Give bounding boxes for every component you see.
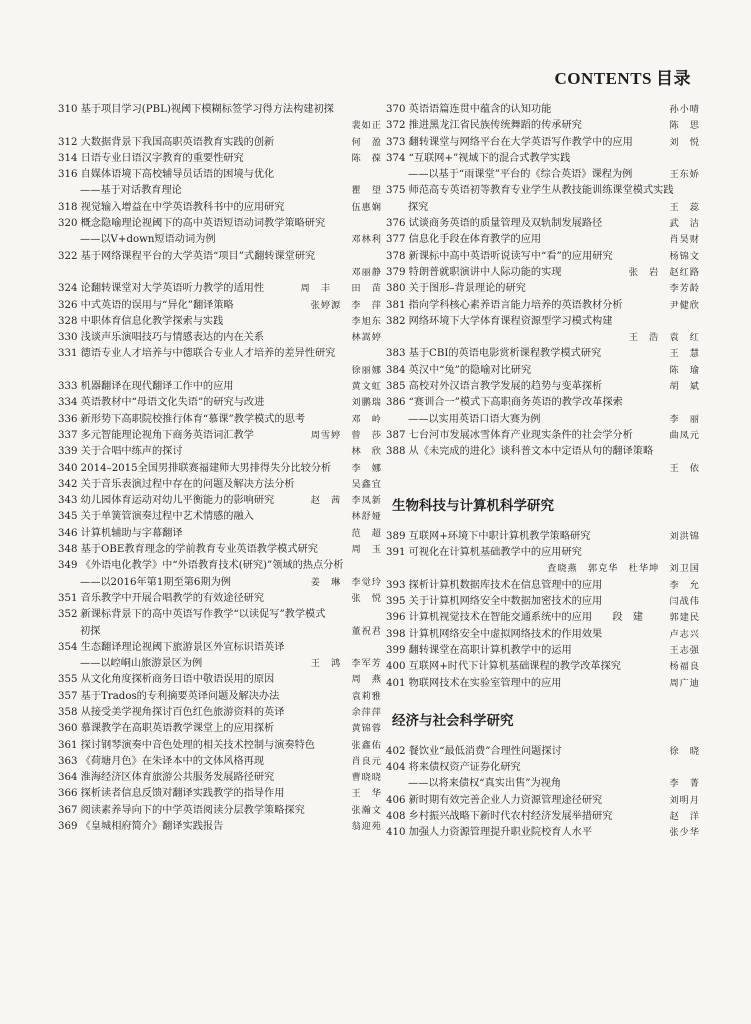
toc-entry-title: 401 物联网技术在实验室管理中的应用 xyxy=(386,677,562,689)
toc-entry xyxy=(386,232,702,248)
toc-entry-title: 381 指向学科核心素养语言能力培养的英语教材分析 xyxy=(386,299,623,311)
toc-entry-title: 342 关于音乐表演过程中存在的问题及解决方法分析 xyxy=(58,478,295,490)
toc-entry-author: 余萍萍 xyxy=(351,706,382,718)
toc-entry xyxy=(58,705,384,721)
toc-entry xyxy=(386,346,702,362)
toc-entry-author: 胡 斌 xyxy=(669,381,700,393)
toc-entry-title: 391 可视化在计算机基础教学中的应用研究 xyxy=(386,547,582,559)
toc-entry-title: 328 中职体育信息化教学探索与实践 xyxy=(58,315,224,327)
toc-entry-title: 376 试谈商务英语的质量管理及双轨制发展路径 xyxy=(386,218,603,230)
toc-entry-author: 刘洪锦 xyxy=(669,530,700,542)
toc-entry-title: ——以崆峒山旅游景区为例 xyxy=(80,658,203,670)
toc-entry-title: 398 计算机网络安全中虚拟网络技术的作用效果 xyxy=(386,628,603,640)
toc-entry-author: 何 盈 xyxy=(351,136,382,148)
toc-entry-title: 348 基于OBE教育理念的学前教育专业英语教学模式研究 xyxy=(58,544,318,556)
toc-entry xyxy=(58,509,384,525)
toc-entry xyxy=(386,412,702,428)
toc-entry xyxy=(58,183,384,199)
toc-entry-title: 333 机器翻译在现代翻译工作中的应用 xyxy=(58,381,234,393)
toc-entry-author: 王 慧 xyxy=(669,348,700,360)
toc-entry xyxy=(386,118,702,134)
toc-entry-author: 曲凤元 xyxy=(669,429,700,441)
toc-entry-author: 陈 瑜 xyxy=(669,364,700,376)
toc-entry xyxy=(386,135,702,151)
right-column xyxy=(386,102,702,842)
toc-entry xyxy=(386,809,702,825)
toc-entry-title: 382 网络环境下大学体育课程资源型学习模式构建 xyxy=(386,315,613,327)
toc-entry xyxy=(386,676,702,692)
toc-entry-author: 张鑫佑 xyxy=(351,739,382,751)
toc-entry-author: 曹晓晓 xyxy=(351,772,382,784)
toc-entry-author: 周 燕 xyxy=(351,674,382,686)
toc-entry-author: 林舒娅 xyxy=(351,511,382,523)
toc-entry xyxy=(386,281,702,297)
toc-entry xyxy=(58,672,384,688)
toc-entry xyxy=(386,578,702,594)
toc-entry-title: 399 翻转课堂在高职计算机教学中的运用 xyxy=(386,644,572,656)
toc-entry xyxy=(386,167,702,183)
toc-entry-author: 黄文虹 xyxy=(351,381,382,393)
toc-entry xyxy=(386,151,702,167)
toc-entry xyxy=(386,379,702,395)
toc-entry-title: 345 关于单簧管演奏过程中艺术情感的融入 xyxy=(58,511,254,523)
toc-entry xyxy=(58,363,384,379)
toc-entry-author: 董祝君 xyxy=(351,625,382,637)
toc-entry xyxy=(58,232,384,248)
toc-entry xyxy=(386,444,702,460)
toc-entry xyxy=(386,102,702,118)
toc-entry-author: 邓 岭 xyxy=(351,413,382,425)
toc-entry xyxy=(386,428,702,444)
toc-entry xyxy=(58,461,384,477)
toc-entry-author: 李 允 xyxy=(669,579,700,591)
toc-entry xyxy=(58,738,384,754)
toc-entry xyxy=(386,314,702,330)
toc-entry xyxy=(58,591,384,607)
toc-entry xyxy=(58,428,384,444)
toc-entry xyxy=(58,265,384,281)
toc-entry-author: 杨福良 xyxy=(669,661,700,673)
toc-entry-title: 326 中式英语的误用与“异化”翻译策略 xyxy=(58,299,234,311)
toc-entry-title: 378 新课标中高中英语听说读写中“看”的应用研究 xyxy=(386,250,613,262)
toc-entry-title: 340 2014–2015全国男排联赛福建师大男排得失分比较分析 xyxy=(58,462,332,474)
toc-entry-title: 383 基于CBI的英语电影赏析课程教学模式研究 xyxy=(386,348,602,360)
toc-entry-title: 358 从接受美学视角探讨百色红色旅游资料的英译 xyxy=(58,706,285,718)
toc-entry xyxy=(386,659,702,675)
toc-entry-title: 367 阅读素养导向下的中学英语阅读分层教学策略探究 xyxy=(58,804,305,816)
toc-entry xyxy=(58,102,384,118)
toc-entry-author: 张婷源 李 萍 xyxy=(310,299,382,311)
toc-entry-author: 吴鑫宜 xyxy=(351,478,382,490)
toc-entry xyxy=(58,575,384,591)
toc-entry-author: 李 菁 xyxy=(669,778,700,790)
toc-entry xyxy=(386,395,702,411)
toc-entry-author: 王东娇 xyxy=(669,169,700,181)
toc-entry xyxy=(58,298,384,314)
toc-entry-author: 林 欣 xyxy=(351,446,382,458)
toc-entry xyxy=(386,793,702,809)
right-bottom-list xyxy=(386,744,702,842)
toc-entry-author: 王志强 xyxy=(669,644,700,656)
toc-entry xyxy=(58,412,384,428)
toc-entry-author: 邓丽静 xyxy=(351,266,382,278)
toc-entry-title: 322 基于网络课程平台的大学英语“项目”式翻转课堂研究 xyxy=(58,250,316,262)
toc-entry-author: 范 超 xyxy=(351,527,382,539)
toc-entry xyxy=(58,444,384,460)
toc-entry-author: 武 洁 xyxy=(669,218,700,230)
toc-entry-title: 349 《外语电化教学》中“外语教育技术(研究)”领域的热点分析 xyxy=(58,560,344,572)
toc-entry-author: 黄锦蓉 xyxy=(351,723,382,735)
toc-entry-title: 初探 xyxy=(80,625,101,637)
toc-entry-title: 369 《皇城相府简介》翻译实践报告 xyxy=(58,821,224,833)
section-heading-economics-social: 经济与社会科学研究 xyxy=(392,712,514,729)
toc-entry xyxy=(386,610,702,626)
toc-entry-title: 387 七台河市发展冰雪体育产业现实条件的社会学分析 xyxy=(386,429,633,441)
toc-entry xyxy=(58,656,384,672)
toc-entry-author: 肖昊财 xyxy=(669,234,700,246)
toc-entry xyxy=(58,689,384,705)
toc-entry-author: 陈 葆 xyxy=(351,152,382,164)
toc-entry xyxy=(386,627,702,643)
toc-entry-author: 周 丰 田 苗 xyxy=(300,283,382,295)
toc-entry-author: 王 华 xyxy=(351,788,382,800)
toc-entry-title: 320 概念隐喻理论视阈下的高中英语短语动词教学策略研究 xyxy=(58,218,326,230)
toc-entry-author: 郭建民 xyxy=(669,612,700,624)
toc-entry-title: 314 日语专业日语汉字教育的重要性研究 xyxy=(58,152,244,164)
toc-entry-author: 伍惠娴 xyxy=(351,201,382,213)
toc-entry-title: 357 基于Trados的专利摘要英译问题及解决办法 xyxy=(58,690,280,702)
toc-entry xyxy=(58,281,384,297)
toc-entry-author: 邓林利 xyxy=(351,234,382,246)
toc-entry xyxy=(58,640,384,656)
toc-entry-author: 张 岩 赵红路 xyxy=(628,266,700,278)
toc-entry xyxy=(386,561,702,577)
toc-entry xyxy=(58,330,384,346)
toc-entry-title: 355 从文化角度探析商务日语中敬语误用的原因 xyxy=(58,674,275,686)
toc-entry-title: 372 推进黑龙江省民族传统舞蹈的传承研究 xyxy=(386,120,582,132)
toc-entry-author: 裴如正 xyxy=(351,120,382,132)
toc-entry xyxy=(58,135,384,151)
toc-entry-author: 周 玉 xyxy=(351,544,382,556)
toc-entry xyxy=(58,314,384,330)
toc-entry-author: 王 鸿 李军芳 xyxy=(310,658,382,670)
toc-entry-title: 337 多元智能理论视角下商务英语词汇教学 xyxy=(58,429,254,441)
toc-entry-title: 386 “赛训合一”模式下高职商务英语的教学改革探索 xyxy=(386,397,623,409)
toc-entry-author: 徐丽娜 xyxy=(351,364,382,376)
toc-entry xyxy=(58,118,384,134)
toc-entry xyxy=(58,770,384,786)
toc-entry-author: 孙小晴 xyxy=(669,104,700,115)
section-heading-biotech-computer: 生物科技与计算机科学研究 xyxy=(392,497,554,514)
toc-entry xyxy=(58,493,384,509)
toc-entry-author: 卢志兴 xyxy=(669,628,700,640)
toc-entry-title: 374 “互联网+”视域下的混合式教学实践 xyxy=(386,152,571,164)
toc-entry-title: 331 德语专业人才培养与中德联合专业人才培养的差异性研究 xyxy=(58,348,336,360)
toc-entry-author: 徐 晓 xyxy=(669,745,700,757)
toc-entry-author: 肖良元 xyxy=(351,755,382,767)
toc-entry-title: 352 新课标背景下的高中英语写作教学“以读促写”教学模式 xyxy=(58,609,326,621)
toc-entry-title: 343 幼儿园体育运动对幼儿平衡能力的影响研究 xyxy=(58,495,275,507)
toc-entry-title: 366 探析读者信息反馈对翻译实践教学的指导作用 xyxy=(58,788,285,800)
contents-title-cn: 目录 xyxy=(656,69,691,88)
toc-entry-title: 395 关于计算机网络安全中数据加密技术的应用 xyxy=(386,596,603,608)
toc-entry-title: 360 慕课教学在高职英语教学课堂上的应用探析 xyxy=(58,723,275,735)
toc-entry-author: 闫战伟 xyxy=(669,596,700,608)
toc-entry-author: 李芳龄 xyxy=(669,283,700,295)
toc-entry-title: 351 音乐教学中开展合唱教学的有效途径研究 xyxy=(58,592,265,604)
toc-entry-title: 400 互联网+时代下计算机基础课程的教学改革探究 xyxy=(386,661,621,673)
toc-entry-author: 王 依 xyxy=(669,462,700,474)
toc-entry xyxy=(386,594,702,610)
toc-entry xyxy=(58,379,384,395)
toc-entry-author: 尹健欣 xyxy=(669,299,700,311)
toc-entry-title: 404 将来债权资产证券化研究 xyxy=(386,762,521,774)
toc-entry xyxy=(386,744,702,760)
toc-entry-title: 336 新形势下高职院校推行体育“慕课”教学模式的思考 xyxy=(58,413,306,425)
toc-entry xyxy=(386,776,702,792)
toc-entry xyxy=(386,330,702,346)
toc-entry xyxy=(386,461,702,477)
toc-entry-title: 396 计算机视觉技术在智能交通系统中的应用 段 建 xyxy=(386,612,643,624)
toc-entry xyxy=(58,216,384,232)
toc-entry-title: 408 乡村振兴战略下新时代农村经济发展举措研究 xyxy=(386,810,613,822)
toc-entry-title: ——以实用英语口语大赛为例 xyxy=(408,413,541,425)
toc-entry-title: 406 新时期有效完善企业人力资源管理途径研究 xyxy=(386,794,603,806)
toc-entry xyxy=(386,760,702,776)
toc-entry xyxy=(58,200,384,216)
toc-entry-title: 380 关于图形–背景理论的研究 xyxy=(386,283,526,295)
toc-entry xyxy=(58,477,384,493)
toc-entry-title: 364 淮海经济区体育旅游公共服务发展路径研究 xyxy=(58,772,275,784)
toc-entry-title: 339 关于合唱中练声的探讨 xyxy=(58,446,183,458)
toc-entry-title: 377 信息化手段在体育教学的应用 xyxy=(386,234,542,246)
toc-entry xyxy=(58,786,384,802)
toc-entry-author: 刘 悦 xyxy=(669,136,700,148)
toc-entry-title: ——以V+down短语动词为例 xyxy=(80,234,216,246)
toc-entry-author: 姜 琳 李觉玲 xyxy=(310,576,382,588)
toc-entry-title: 393 探析计算机数据库技术在信息管理中的应用 xyxy=(386,579,603,591)
toc-entry-title: 363 《荷塘月色》在朱译本中的文体风格再现 xyxy=(58,755,265,767)
toc-entry-title: 324 论翻转课堂对大学英语听力教学的适用性 xyxy=(58,283,265,295)
toc-entry-author: 李 娜 xyxy=(351,462,382,474)
toc-entry xyxy=(58,558,384,574)
toc-entry-author: 袁莉雅 xyxy=(351,690,382,702)
toc-entry-title: 410 加强人力资源管理提升职业院校育人水平 xyxy=(386,827,593,839)
contents-header xyxy=(554,64,691,89)
toc-entry xyxy=(58,803,384,819)
toc-entry xyxy=(58,526,384,542)
toc-entry xyxy=(58,151,384,167)
toc-entry xyxy=(58,721,384,737)
toc-entry-title: 375 师范高专英语初等教育专业学生从教技能训练课堂模式实践 xyxy=(386,185,674,197)
toc-entry xyxy=(58,754,384,770)
toc-entry-title: 361 探讨钢琴演奏中音色处理的相关技术控制与演奏特色 xyxy=(58,739,315,751)
toc-entry-title: 310 基于项目学习(PBL)视阈下模糊标签学习得方法构建初探 xyxy=(58,104,334,115)
toc-entry-author: 张 悦 xyxy=(351,592,382,604)
toc-entry-author: 刘鹏瑞 xyxy=(351,397,382,409)
toc-entry-author: 张瀚文 xyxy=(351,804,382,816)
toc-entry xyxy=(58,346,384,362)
toc-entry-author: 査晓燕 郭克华 杜华坤 刘卫国 xyxy=(547,563,700,575)
toc-entry-author: 李旭东 xyxy=(351,315,382,327)
toc-entry xyxy=(386,825,702,841)
toc-entry xyxy=(58,542,384,558)
toc-entry-author: 李 丽 xyxy=(669,413,700,425)
toc-entry-author: 王 蕊 xyxy=(669,201,700,213)
toc-entry-author: 陈 思 xyxy=(669,120,700,132)
toc-entry-title: 373 翻转课堂与网络平台在大学英语写作教学中的应用 xyxy=(386,136,633,148)
toc-entry xyxy=(58,607,384,623)
toc-entry-title: 388 从《未完成的进化》谈科普文本中定语从句的翻译策略 xyxy=(386,446,654,458)
toc-entry-title: ——以将来债权“真实出售”为视角 xyxy=(408,778,562,790)
toc-entry-title: 探究 xyxy=(408,201,429,213)
toc-entry xyxy=(386,265,702,281)
right-mid-list xyxy=(386,529,702,692)
toc-entry-title: 370 英语语篇连贯中蕴含的认知功能 xyxy=(386,104,552,115)
toc-entry-author: 林嵩婷 xyxy=(351,332,382,344)
toc-entry-title: 318 视觉输入增益在中学英语教科书中的应用研究 xyxy=(58,201,285,213)
toc-entry-author: 周广迪 xyxy=(669,677,700,689)
toc-entry-title: 384 英汉中“兔”的隐喻对比研究 xyxy=(386,364,532,376)
toc-entry-author: 翁迎苑 xyxy=(351,821,382,833)
toc-entry xyxy=(58,167,384,183)
toc-entry xyxy=(386,545,702,561)
toc-entry xyxy=(386,249,702,265)
toc-entry-author: 张少华 xyxy=(669,827,700,839)
toc-entry xyxy=(58,819,384,835)
contents-title: CONTENTS xyxy=(554,69,652,88)
toc-entry xyxy=(386,183,702,199)
toc-entry-title: 402 餐饮业“最低消费”合理性问题探讨 xyxy=(386,745,562,757)
toc-entry xyxy=(58,624,384,640)
toc-entry-title: 334 英语教材中“母语文化失语”的研究与改进 xyxy=(58,397,265,409)
toc-entry-title: 330 浅谈声乐演唱技巧与情感表达的内在关系 xyxy=(58,332,265,344)
toc-entry xyxy=(386,200,702,216)
toc-entry xyxy=(386,529,702,545)
left-column xyxy=(58,102,384,835)
toc-entry-author: 赵 洋 xyxy=(669,810,700,822)
toc-entry-author: 刘明月 xyxy=(669,794,700,806)
toc-entry-title: ——以基于“雨课堂”平台的《综合英语》课程为例 xyxy=(408,169,633,181)
toc-entry-title: 354 生态翻译理论视阈下旅游景区外宣标识语英译 xyxy=(58,641,285,653)
right-top-list xyxy=(386,102,702,477)
toc-entry-title: 312 大数据背景下我国高职英语教育实践的创新 xyxy=(58,136,275,148)
toc-entry-author: 杨锦文 xyxy=(669,250,700,262)
toc-entry xyxy=(386,216,702,232)
toc-entry-title: 346 计算机辅助与字幕翻译 xyxy=(58,527,183,539)
toc-entry xyxy=(386,643,702,659)
toc-entry xyxy=(386,363,702,379)
toc-entry-title: 316 自媒体语境下高校辅导员话语的困境与优化 xyxy=(58,169,275,181)
toc-entry-title: 389 互联网+环境下中职计算机教学策略研究 xyxy=(386,530,591,542)
toc-entry-title: 385 高校对外汉语言教学发展的趋势与变革探析 xyxy=(386,381,603,393)
toc-entry-title: ——基于对话教育理论 xyxy=(80,185,182,197)
toc-entry-title: 379 特朗普就职演讲中人际功能的实现 xyxy=(386,266,562,278)
toc-entry-author: 赵 茜 李凤新 xyxy=(310,495,382,507)
toc-entry-title: ——以2016年第1期至第6期为例 xyxy=(80,576,231,588)
toc-entry-author: 周雪婷 曾 莎 xyxy=(310,429,382,441)
toc-entry-author: 王 浩 袁 红 xyxy=(628,332,700,344)
toc-entry xyxy=(58,249,384,265)
toc-entry xyxy=(58,395,384,411)
toc-entry-author: 瞿 望 xyxy=(351,185,382,197)
toc-entry xyxy=(386,298,702,314)
